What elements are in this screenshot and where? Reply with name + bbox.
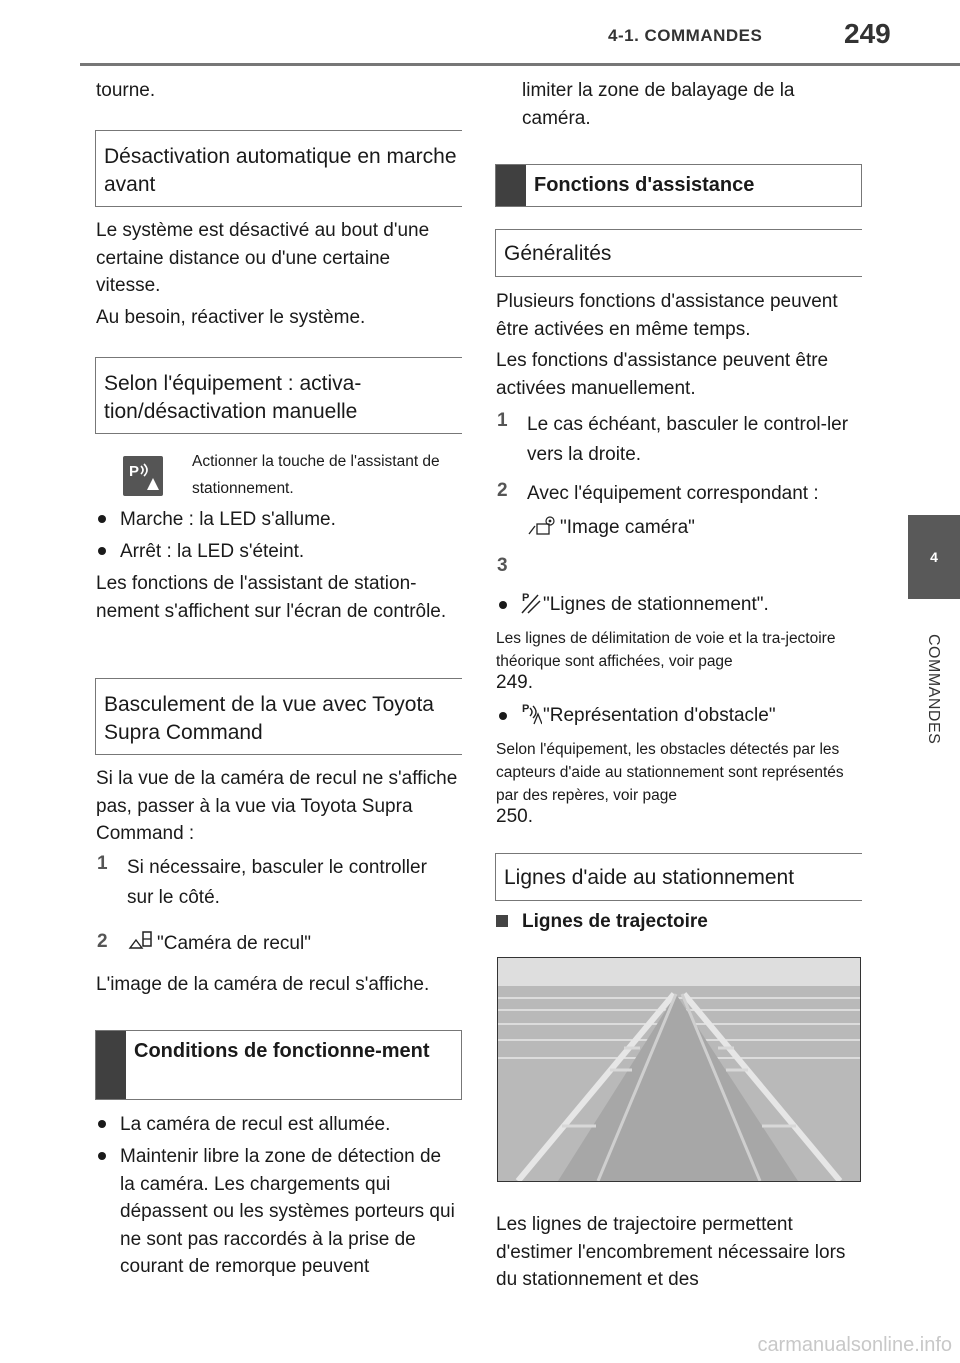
heading-assistance-label: Fonctions d'assistance <box>534 174 755 196</box>
bullet-dot <box>499 601 507 609</box>
heading-manual-label: Selon l'équipement : activa-tion/désactivation manuelle <box>104 372 362 423</box>
header-rule <box>80 63 960 66</box>
heading-assistance <box>495 164 862 207</box>
icon-caption: Actionner la touche de l'assistant de stationnement. <box>192 453 440 497</box>
step-number: 1 <box>497 410 508 431</box>
heading-bar <box>496 165 526 206</box>
section-title: 4-1. COMMANDES <box>608 26 763 45</box>
chapter-tab[interactable]: 4 <box>908 515 960 599</box>
bullet-dot <box>98 515 106 523</box>
paragraph-trajectory: Les lignes de trajectoire permettent d'estimer l'encombrement nécessaire lors du stationnement et des <box>496 1214 846 1290</box>
continuation-text: limiter la zone de balayage de la caméra. <box>522 80 795 129</box>
paragraph-lines-page: 249. <box>496 672 533 693</box>
heading-toggle-view <box>95 678 462 755</box>
svg-text:P: P <box>522 592 530 604</box>
paragraph-image: L'image de la caméra de recul s'affiche. <box>96 974 430 995</box>
step-2-text: Avec l'équipement correspondant : <box>527 483 819 504</box>
step-number: 2 <box>97 931 108 952</box>
paragraph-obstacle-page: 250. <box>496 806 533 827</box>
paragraph-general-2: Les fonctions d'assistance peuvent être activées manuellement. <box>496 350 829 399</box>
bullet-on: Marche : la LED s'allume. <box>120 509 336 530</box>
heading-parking-aid-lines-label: Lignes d'aide au stationnement <box>504 866 795 889</box>
bullet-dot <box>98 547 106 555</box>
heading-manual <box>95 357 462 434</box>
heading-general-label: Généralités <box>504 242 612 265</box>
heading-parking-aid-lines <box>495 853 862 901</box>
bullet-dot <box>499 712 507 720</box>
step-2-sub-text: "Image caméra" <box>560 517 695 538</box>
paragraph-auto-2: Au besoin, réactiver le système. <box>96 307 366 328</box>
parking-lines-icon <box>518 589 542 615</box>
heading-toggle-view-label: Basculement de la vue avec Toyota Supra Command <box>104 693 434 744</box>
page-number: 249 <box>844 18 891 49</box>
bullet-dot <box>98 1152 106 1160</box>
paragraph-general-1: Plusieurs fonctions d'assistance peuvent être activées en même temps. <box>496 291 838 340</box>
svg-text:P: P <box>129 463 140 480</box>
square-bullet <box>496 915 508 927</box>
heading-conditions <box>95 1030 462 1100</box>
step-number: 3 <box>497 555 508 576</box>
heading-auto-deactivation-label: Désactivation automatique en marche avant <box>104 145 457 196</box>
heading-conditions-label: Conditions de fonctionne-ment <box>134 1040 430 1062</box>
watermark: carmanualsonline.info <box>757 1334 952 1356</box>
paragraph-lines: Les lignes de délimitation de voie et la tra-jectoire théorique sont affichées, voir page <box>496 630 836 670</box>
step-1-text: Le cas échéant, basculer le control-ler vers la droite. <box>527 414 849 465</box>
heading-bar <box>96 1031 126 1099</box>
park-assist-button-icon <box>123 456 163 496</box>
bullet-dot <box>98 1120 106 1128</box>
paragraph-functions: Les fonctions de l'assistant de station-nement s'affichent sur l'écran de contrôle. <box>96 573 447 622</box>
camera-image-icon <box>527 514 557 538</box>
trajectory-lines-image <box>497 957 861 1182</box>
condition-2: Maintenir libre la zone de détection de la caméra. Les chargements qui dépassent ou les systèmes porteurs qui ne sont pas raccordés à la prise de courant de remorque peuvent <box>120 1146 455 1277</box>
heading-general <box>495 229 862 277</box>
bullet-obstacle: "Représentation d'obstacle" <box>543 705 776 726</box>
step-1-text: Si nécessaire, basculer le controller sur le côté. <box>127 857 427 908</box>
condition-1: La caméra de recul est allumée. <box>120 1114 391 1135</box>
heading-auto-deactivation <box>95 130 462 207</box>
subheading-trajectory: Lignes de trajectoire <box>522 911 708 932</box>
paragraph-obstacle: Selon l'équipement, les obstacles détectés par les capteurs d'aide au stationnement sont représentés par des repères, voir page <box>496 741 844 804</box>
bullet-parking-lines: "Lignes de stationnement". <box>543 594 769 615</box>
step-2-text: "Caméra de recul" <box>157 933 311 954</box>
step-number: 1 <box>97 853 108 874</box>
intro-text: tourne. <box>96 80 156 101</box>
paragraph-auto-1: Le système est désactivé au bout d'une certaine distance ou d'une certaine vitesse. <box>96 220 430 296</box>
chapter-tab-label: COMMANDES <box>925 634 942 745</box>
obstacle-icon <box>518 700 542 726</box>
paragraph-toggle: Si la vue de la caméra de recul ne s'affiche pas, passer à la vue via Toyota Supra Command : <box>96 768 458 844</box>
svg-text:P: P <box>522 703 530 715</box>
rear-camera-icon <box>128 928 154 952</box>
bullet-off: Arrêt : la LED s'éteint. <box>120 541 305 562</box>
step-number: 2 <box>497 480 508 501</box>
